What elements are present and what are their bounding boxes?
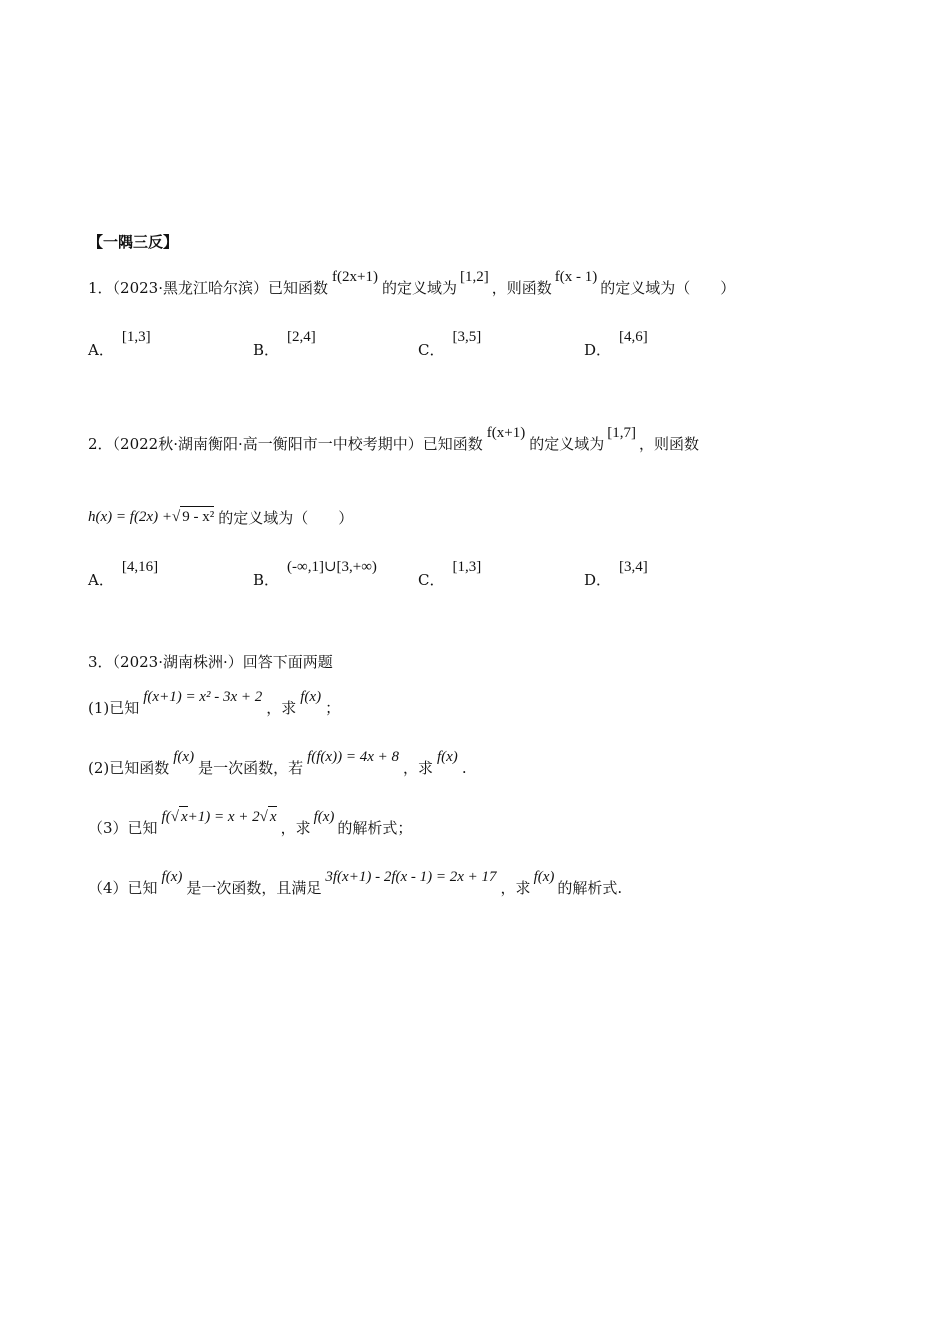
option-value: [4,6] bbox=[619, 329, 648, 345]
question-text: ，求 bbox=[280, 819, 311, 837]
math-expression: f(x) bbox=[173, 749, 195, 765]
math-expression: f(x) bbox=[161, 869, 183, 885]
question-number: 3． bbox=[88, 653, 113, 671]
question-text: ，求 bbox=[402, 759, 433, 777]
question-text: 的定义域为 bbox=[529, 435, 605, 453]
question-3-part-1 bbox=[88, 689, 341, 719]
part-label: (2)已知函数 bbox=[88, 759, 170, 777]
question-text: ，则函数 bbox=[639, 435, 700, 453]
option-label: C． bbox=[418, 571, 445, 589]
question-number: 2． bbox=[88, 435, 113, 453]
math-expression: f(x+1) bbox=[486, 425, 526, 441]
option-b bbox=[253, 329, 316, 361]
question-text: 的定义域为（ ） bbox=[600, 279, 736, 297]
question-text: ，则函数 bbox=[491, 279, 552, 297]
question-text: 回答下面两题 bbox=[242, 653, 333, 671]
option-value: [3,4] bbox=[619, 559, 648, 575]
question-source: （2023·黑龙江哈尔滨） bbox=[112, 279, 268, 297]
question-text: ，求 bbox=[500, 879, 531, 897]
question-text: 的解析式. bbox=[557, 879, 623, 897]
question-text: 已知函数 bbox=[268, 279, 329, 297]
question-text: ，求 bbox=[266, 699, 297, 717]
option-d bbox=[584, 329, 648, 361]
question-3-part-3 bbox=[88, 809, 413, 839]
question-text: 是一次函数，且满足 bbox=[186, 879, 322, 897]
option-c bbox=[418, 329, 482, 361]
option-d bbox=[584, 559, 648, 591]
option-label: B． bbox=[253, 341, 280, 359]
option-c bbox=[418, 559, 482, 591]
math-expression: [1,2] bbox=[459, 269, 489, 285]
question-number: 1． bbox=[88, 279, 113, 297]
question-source: （2022秋·湖南衡阳·高一衡阳市一中校考期中） bbox=[112, 435, 423, 453]
option-value: [1,3] bbox=[452, 559, 482, 575]
section-heading: 【一隅三反】 bbox=[88, 233, 179, 251]
question-text: 的解析式； bbox=[337, 819, 413, 837]
math-expression: f(x) bbox=[436, 749, 458, 765]
question-1 bbox=[88, 269, 736, 299]
math-expression: f(x+1) = x² - 3x + 2 bbox=[143, 689, 263, 705]
option-value: [3,5] bbox=[452, 329, 482, 345]
question-2 bbox=[88, 425, 700, 455]
option-label: A． bbox=[88, 571, 114, 589]
math-expression: f( bbox=[161, 809, 171, 825]
question-3-part-4 bbox=[88, 869, 623, 899]
question-text: 是一次函数，若 bbox=[198, 759, 304, 777]
sqrt-icon: √ bbox=[170, 809, 179, 825]
option-value: [2,4] bbox=[287, 329, 316, 345]
question-text: 已知函数 bbox=[422, 435, 483, 453]
math-expression: [1,7] bbox=[607, 425, 636, 441]
question-source: （2023·湖南株洲·） bbox=[112, 653, 243, 671]
math-expression: h(x) = f(2x) + bbox=[88, 509, 172, 525]
question-text: ； bbox=[325, 699, 341, 717]
option-label: B． bbox=[253, 571, 280, 589]
option-b bbox=[253, 559, 377, 591]
question-3 bbox=[88, 652, 333, 672]
sqrt-icon: √ bbox=[171, 509, 181, 525]
option-a bbox=[88, 559, 159, 591]
option-label: A． bbox=[88, 341, 114, 359]
math-expression: f(x) bbox=[300, 689, 322, 705]
option-a bbox=[88, 329, 151, 361]
math-expression: f(x - 1) bbox=[554, 269, 598, 285]
question-text: 的定义域为 bbox=[381, 279, 457, 297]
math-expression: x bbox=[179, 806, 188, 827]
math-expression: f(f(x)) = 4x + 8 bbox=[307, 749, 399, 765]
math-expression: 3f(x+1) - 2f(x - 1) = 2x + 17 bbox=[325, 869, 497, 885]
option-label: D． bbox=[584, 341, 612, 359]
part-label: （4）已知 bbox=[88, 879, 158, 897]
math-expression: f(2x+1) bbox=[332, 269, 378, 285]
option-value: [1,3] bbox=[121, 329, 151, 345]
option-label: D． bbox=[584, 571, 612, 589]
math-expression: x bbox=[268, 806, 277, 827]
question-text: 的定义域为（ ） bbox=[218, 509, 354, 527]
math-expression: 9 - x² bbox=[180, 506, 214, 527]
math-expression: f(x) bbox=[533, 869, 555, 885]
question-3-part-2 bbox=[88, 749, 467, 779]
question-text: . bbox=[461, 759, 467, 777]
option-label: C． bbox=[418, 341, 445, 359]
part-label: (1)已知 bbox=[88, 699, 140, 717]
math-expression: f(x) bbox=[313, 809, 335, 825]
option-value: (-∞,1]∪[3,+∞) bbox=[287, 559, 377, 575]
option-value: [4,16] bbox=[121, 559, 159, 575]
question-2-line-2 bbox=[88, 508, 353, 529]
sqrt-icon: √ bbox=[259, 809, 268, 825]
part-label: （3）已知 bbox=[88, 819, 158, 837]
math-expression: +1) = x + 2 bbox=[187, 809, 260, 825]
